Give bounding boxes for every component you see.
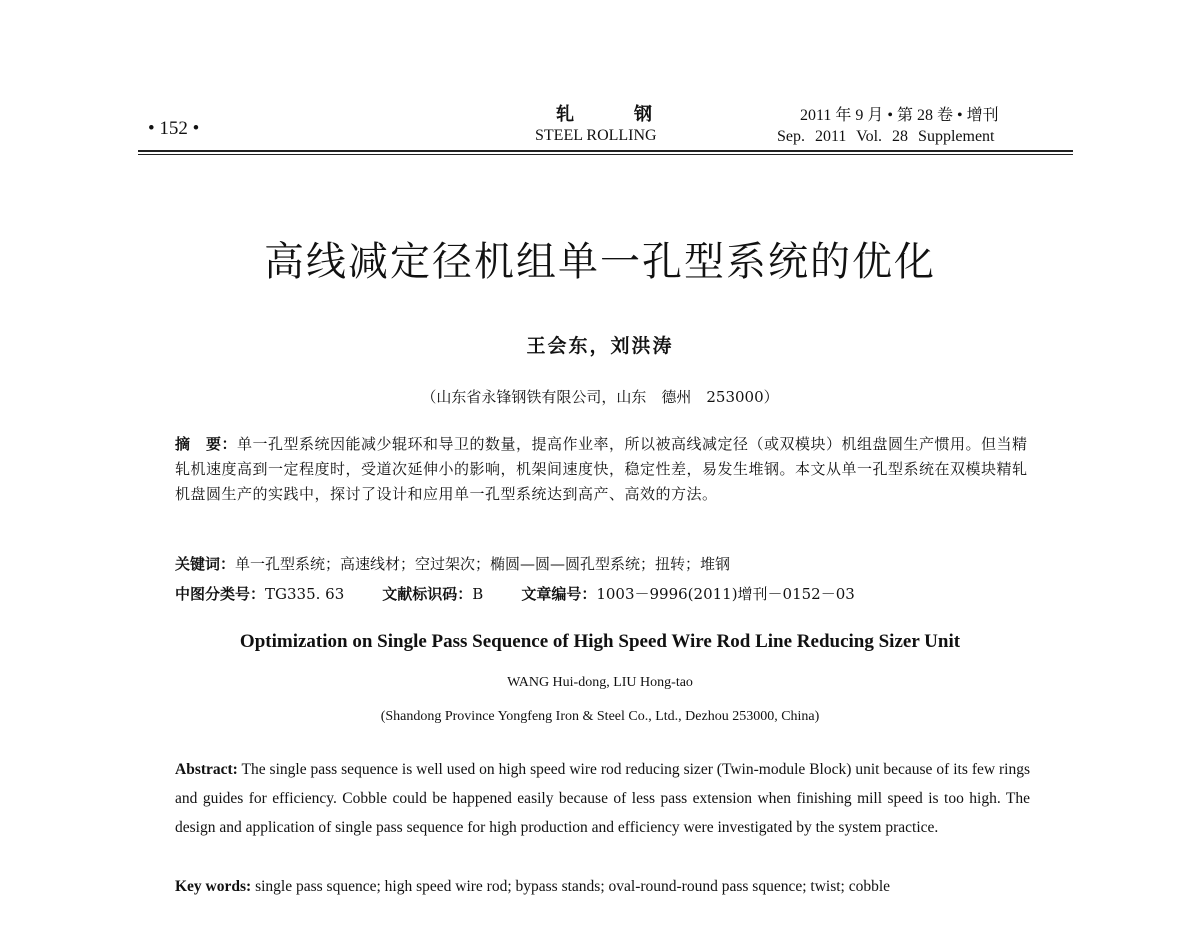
abstract-en-text: The single pass sequence is well used on high speed wire rod reducing sizer (Twin-module Block) unit because of its few rings and guides for efficiency. Cobble could be happened easily because of less pass extension when finishing mill speed is too high. The design and application of single pass sequence for high production and efficiency were investigated by the system practice.	[175, 761, 1030, 836]
article-title-en: Optimization on Single Pass Sequence of High Speed Wire Rod Line Reducing Sizer Unit	[239, 631, 961, 652]
authors-cn: 王会东，刘洪涛	[526, 335, 674, 357]
issue-info-en: Sep. 2011 Vol. 28 Supplement	[777, 128, 995, 145]
doc-code-label: 文献标识码：	[382, 585, 473, 603]
clc-value: TG335. 63	[265, 585, 345, 603]
keywords-en	[175, 872, 1030, 901]
keywords-en-text: single pass squence; high speed wire rod; bypass stands; oval-round-round pass squence; twist; cobble	[251, 878, 891, 895]
authors-en: WANG Hui-dong, LIU Hong-tao	[507, 675, 693, 690]
article-id-value: 1003－9996(2011)增刊－0152－03	[596, 585, 855, 603]
keywords-en-label: Key words:	[175, 878, 252, 895]
abstract-cn-label: 摘 要：	[175, 435, 238, 453]
header-rule-thick	[138, 150, 1073, 152]
issue-info-cn: 2011 年 9 月 • 第 28 卷 • 增刊	[800, 107, 999, 124]
affiliation-cn: （山东省永锋钢铁有限公司，山东 德州 253000）	[421, 388, 779, 406]
journal-title-cn: 轧钢	[556, 104, 712, 125]
keywords-cn-label: 关键词：	[175, 555, 236, 573]
keywords-cn-text: 单一孔型系统；高速线材；空过架次；椭圆—圆—圆孔型系统；扭转；堆钢	[235, 555, 731, 573]
classification-line	[175, 583, 1030, 604]
clc-label: 中图分类号：	[175, 585, 266, 603]
article-id-label: 文章编号：	[521, 585, 597, 603]
abstract-cn-text: 单一孔型系统因能减少辊环和导卫的数量，提高作业率，所以被高线减定径（或双模块）机组盘圆生产惯用。但当精轧机速度高到一定程度时，受道次延伸小的影响，机架间速度快，稳定性差，易发生堆钢。本文从单一孔型系统在双模块精轧机盘圆生产的实践中，探讨了设计和应用单一孔型系统达到高产、高效的方法。	[175, 435, 1028, 503]
doc-code-value: B	[472, 585, 484, 603]
keywords-cn	[175, 553, 1030, 574]
article-title-cn: 高线减定径机组单一孔型系统的优化	[264, 239, 936, 285]
affiliation-en: (Shandong Province Yongfeng Iron & Steel Co., Ltd., Dezhou 253000, China)	[380, 709, 820, 724]
journal-title-en: STEEL ROLLING	[535, 127, 657, 144]
page-number: • 152 •	[148, 118, 200, 139]
abstract-en	[175, 755, 1030, 842]
abstract-en-label: Abstract:	[175, 761, 238, 778]
header-rule-thin	[138, 154, 1073, 155]
abstract-cn	[175, 432, 1030, 507]
